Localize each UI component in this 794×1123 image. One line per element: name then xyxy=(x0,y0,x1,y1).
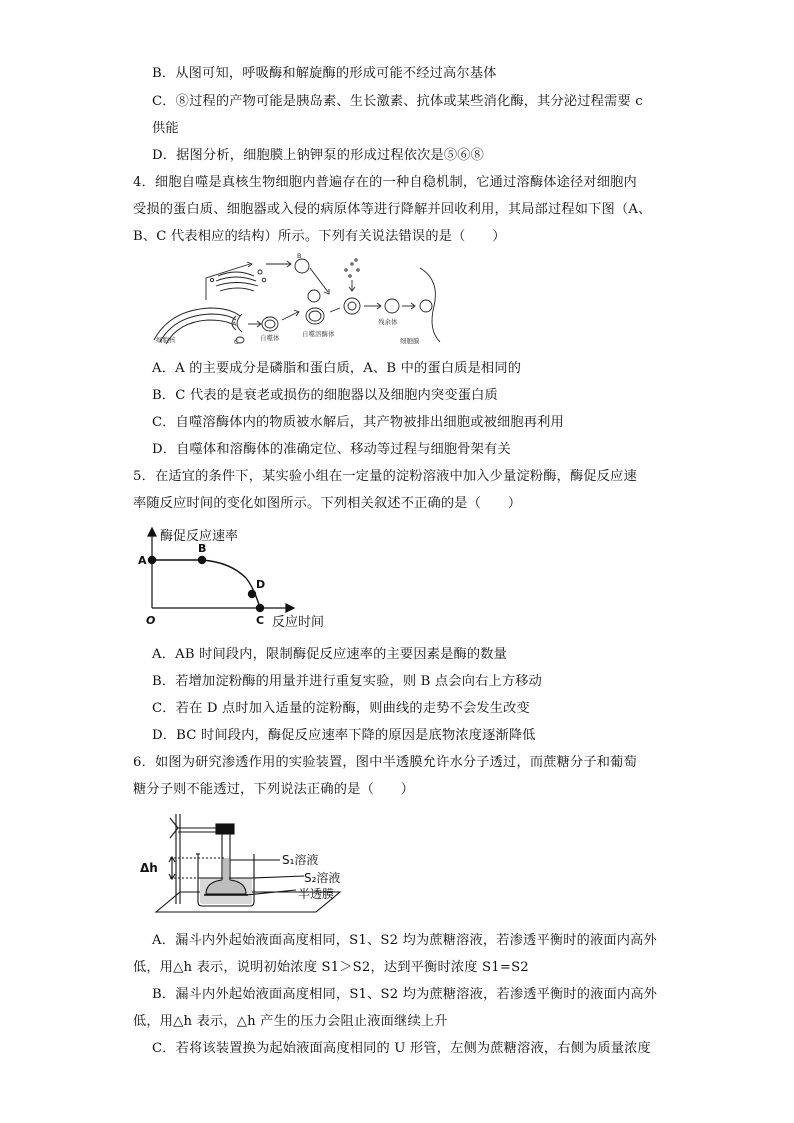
y-axis-label: 酶促反应速率 xyxy=(160,529,239,544)
q4-option-a: A．A 的主要成分是磷脂和蛋白质，A、B 中的蛋白质是相同的 xyxy=(152,361,522,376)
rate-curve xyxy=(152,560,260,608)
point-b xyxy=(198,556,206,564)
q3-option-b: B．从图可知，呼吸酶和解旋酶的形成可能不经过高尔基体 xyxy=(152,66,497,81)
x-axis-label: 反应时间 xyxy=(272,615,325,630)
q5-stem-line1: 5．在适宜的条件下，某实验小组在一定量的淀粉溶液中加入少量淀粉酶，酶促反应速 xyxy=(133,469,637,484)
point-c xyxy=(256,604,264,612)
q4-stem-line2: 受损的蛋白质、细胞器或入侵的病原体等进行降解并回收利用，其局部过程如下图（A、 xyxy=(133,202,652,217)
q4-stem-line3: B、C 代表相应的结构）所示。下列有关说法错误的是（ ） xyxy=(133,229,506,244)
semipermeable-membrane-label: 半透膜 xyxy=(298,887,335,901)
point-d xyxy=(248,590,256,598)
label-point-b: B xyxy=(198,542,207,555)
origin-label: O xyxy=(146,614,156,627)
s1-label: S₁溶液 xyxy=(282,853,319,867)
q5-option-b: B．若增加淀粉酶的用量并进行重复实验，则 B 点会向右上方移动 xyxy=(152,674,543,689)
label-residual-body: 残余体 xyxy=(378,318,398,326)
q6-option-b-line1: B．漏斗内外起始液面高度相同，S1、S2 均为蔗糖溶液，若渗透平衡时的液面内高外 xyxy=(152,987,658,1002)
q6-option-a-line2: 低，用△h 表示，说明初始浓度 S1＞S2，达到平衡时浓度 S1=S2 xyxy=(133,960,529,975)
q6-option-c-line1: C．若将该装置换为起始液面高度相同的 U 形管，左侧为蔗糖溶液，右侧为质量浓度 xyxy=(152,1041,651,1056)
q4-stem-line1: 4．细胞自噬是真核生物细胞内普遍存在的一种自稳机制，它通过溶酶体途径对细胞内 xyxy=(133,175,637,190)
point-a xyxy=(148,556,156,564)
q3-option-c-line2: 供能 xyxy=(152,121,179,136)
q4-option-d: D．自噬体和溶酶体的准确定位、移动等过程与细胞骨架有关 xyxy=(152,442,511,457)
q6-option-a-line1: A．漏斗内外起始液面高度相同，S1、S2 均为蔗糖溶液，若渗透平衡时的液面内高外 xyxy=(152,933,657,948)
q5-stem-line2: 率随反应时间的变化如图所示。下列相关叙述不正确的是（ ） xyxy=(133,496,522,511)
label-autolysosome: 自噬溶酶体 xyxy=(302,330,335,338)
label-a: A xyxy=(232,320,237,328)
q3-option-d: D．据图分析，细胞膜上钠钾泵的形成过程依次是⑤⑥⑧ xyxy=(152,148,485,163)
q5-option-d: D．BC 时间段内，酶促反应速率下降的原因是底物浓度逐渐降低 xyxy=(152,728,536,743)
label-b: B xyxy=(297,252,302,260)
q6-stem-line1: 6．如图为研究渗透作用的实验装置，图中半透膜允许水分子透过，而蔗糖分子和葡萄 xyxy=(133,755,637,770)
q4-option-b: B．C 代表的是衰老或损伤的细胞器以及细胞内突变蛋白质 xyxy=(152,388,498,403)
delta-h-label: Δh xyxy=(140,861,158,875)
label-nucleus: 细胞核 xyxy=(156,336,176,344)
label-cell-membrane: 细胞膜 xyxy=(400,337,420,345)
enzyme-rate-chart xyxy=(134,520,354,632)
q4-option-c: C．自噬溶酶体内的物质被水解后，其产物被排出细胞或被细胞再利用 xyxy=(152,415,564,430)
label-point-a: A xyxy=(138,554,147,567)
q6-option-b-line2: 低，用△h 表示，△h 产生的压力会阻止液面继续上升 xyxy=(133,1014,448,1029)
label-c: C xyxy=(234,338,239,346)
s2-label: S₂溶液 xyxy=(304,871,341,885)
q3-option-c-line1: C．⑧过程的产物可能是胰岛素、生长激素、抗体或某些消化酶，其分泌过程需要 c xyxy=(152,94,643,109)
q5-option-c: C．若在 D 点时加入适量的淀粉酶，则曲线的走势不会发生改变 xyxy=(152,701,530,716)
label-autophagosome: 自噬体 xyxy=(260,334,280,342)
autophagy-diagram xyxy=(150,250,450,346)
label-point-d: D xyxy=(256,578,266,591)
q5-option-a: A．AB 时间段内，限制酶促反应速率的主要因素是酶的数量 xyxy=(152,647,508,662)
label-point-c: C xyxy=(256,614,265,627)
osmosis-apparatus-diagram xyxy=(140,808,360,920)
q6-stem-line2: 糖分子则不能透过，下列说法正确的是（ ） xyxy=(133,782,415,797)
